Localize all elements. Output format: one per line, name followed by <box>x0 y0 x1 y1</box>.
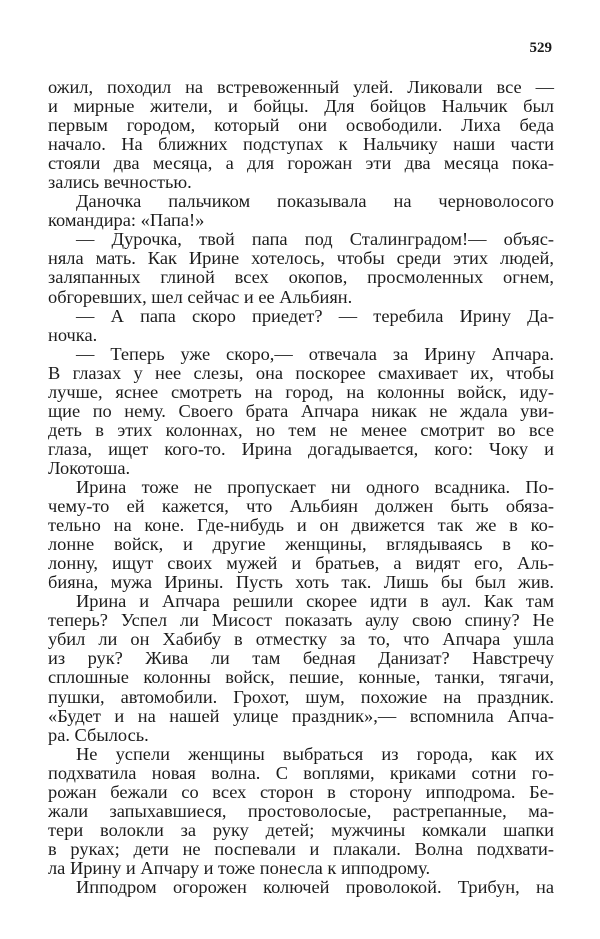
text-line: глаза, ищет кого-то. Ирина догадывается, кого: Чоку и <box>48 438 554 459</box>
text-line: лонну, ищут своих мужей и братьев, а видят его, Аль- <box>48 553 554 574</box>
paragraph-5 <box>48 345 554 478</box>
text-line: заляпанных глиной всех окопов, просмоленных огнем, <box>48 267 554 288</box>
body-text <box>48 78 554 897</box>
text-line: «Будет и на нашей улице праздник»,— вспомнила Апча- <box>48 705 554 726</box>
text-line: сплошные колонны войск, пешие, конные, танки, тягачи, <box>48 667 554 688</box>
text-line: деть в этих колоннах, но тем не менее смотрит во все <box>48 419 554 440</box>
text-line: Ирина и Апчара решили скорее идти в аул. Как там <box>76 591 554 612</box>
text-line: тельно на коне. Где-нибудь и он движется так же в ко- <box>48 515 554 536</box>
text-line: из рук? Жива ли там бедная Данизат? Навстречу <box>48 648 554 669</box>
text-line: — Дурочка, твой папа под Сталинградом!— объяс- <box>76 229 554 250</box>
text-line: пушки, автомобили. Грохот, шум, похожие на праздник. <box>48 686 554 707</box>
page-number: 529 <box>529 40 552 56</box>
paragraph-1 <box>48 78 554 192</box>
text-line: обгоревших, шел сейчас и ее Альбиян. <box>48 286 353 307</box>
paragraph-4 <box>48 307 554 345</box>
text-line: командира: «Папа!» <box>48 210 205 231</box>
paragraph-6 <box>48 478 554 592</box>
text-line: рожан бежали со всех сторон в сторону ипподрома. Бе- <box>48 781 554 802</box>
text-line: Локотоша. <box>48 457 131 478</box>
text-line: тери волокли за руку детей; мужчины комкали шапки <box>48 819 554 840</box>
text-line: щие по нему. Своего брата Апчара никак не ждала уви- <box>48 400 554 421</box>
text-line: убил ли он Хабибу в отместку за то, что Апчара ушла <box>48 629 554 650</box>
text-line: ожил, походил на встревоженный улей. Ликовали все — <box>48 77 554 97</box>
text-line: ра. Сбылось. <box>48 724 149 745</box>
text-line: лучше, яснее смотреть на город, на колонны войск, иду- <box>48 381 554 402</box>
text-line: В глазах у нее слезы, она поскорее смахивает их, чтобы <box>48 362 554 383</box>
text-line: — А папа скоро приедет? — теребила Ирину Да- <box>76 305 554 326</box>
paragraph-3 <box>48 230 554 306</box>
text-line: начало. На ближних подступах к Нальчику наши части <box>48 134 554 155</box>
text-line: стояли два месяца, а для горожан эти два месяца пока- <box>48 153 554 174</box>
text-line: Даночка пальчиком показывала на черноволосого <box>76 191 554 212</box>
paragraph-9 <box>48 878 554 897</box>
text-line: и мирные жители, и бойцы. Для бойцов Нальчик был <box>48 96 554 117</box>
text-line: ночка. <box>48 324 98 345</box>
text-line: Ирина тоже не пропускает ни одного всадника. По- <box>76 476 554 497</box>
text-line: подхватила новая волна. С воплями, криками сотни го- <box>48 762 554 783</box>
text-line: бияна, мужа Ирины. Пусть хоть так. Лишь бы был жив. <box>48 572 554 593</box>
text-line: ла Ирину и Апчару и тоже понесла к ипподрому. <box>48 857 431 878</box>
text-line: чему-то ей кажется, что Альбиян должен быть обяза- <box>48 496 554 517</box>
text-line: первым городом, который они освободили. Лиха беда <box>48 115 554 136</box>
text-line: зались вечностью. <box>48 172 192 193</box>
text-line: лонне войск, и другие женщины, вглядываясь в ко- <box>48 534 554 555</box>
text-line: жали запыхавшиеся, простоволосые, растрепанные, ма- <box>48 800 554 821</box>
paragraph-8 <box>48 745 554 878</box>
text-line: Не успели женщины выбраться из города, как их <box>76 743 554 764</box>
paragraph-7 <box>48 592 554 744</box>
text-line: Ипподром огорожен колючей проволокой. Трибун, на <box>76 876 554 897</box>
text-line: — Теперь уже скоро,— отвечала за Ирину Апчара. <box>76 343 554 364</box>
text-line: няла мать. Как Ирине хотелось, чтобы среди этих людей, <box>48 248 554 269</box>
text-line: теперь? Успел ли Мисост показать аулу свою спину? Не <box>48 610 554 631</box>
paragraph-2 <box>48 192 554 230</box>
text-line: в руках; дети не поспевали и плакали. Волна подхвати- <box>48 838 554 859</box>
